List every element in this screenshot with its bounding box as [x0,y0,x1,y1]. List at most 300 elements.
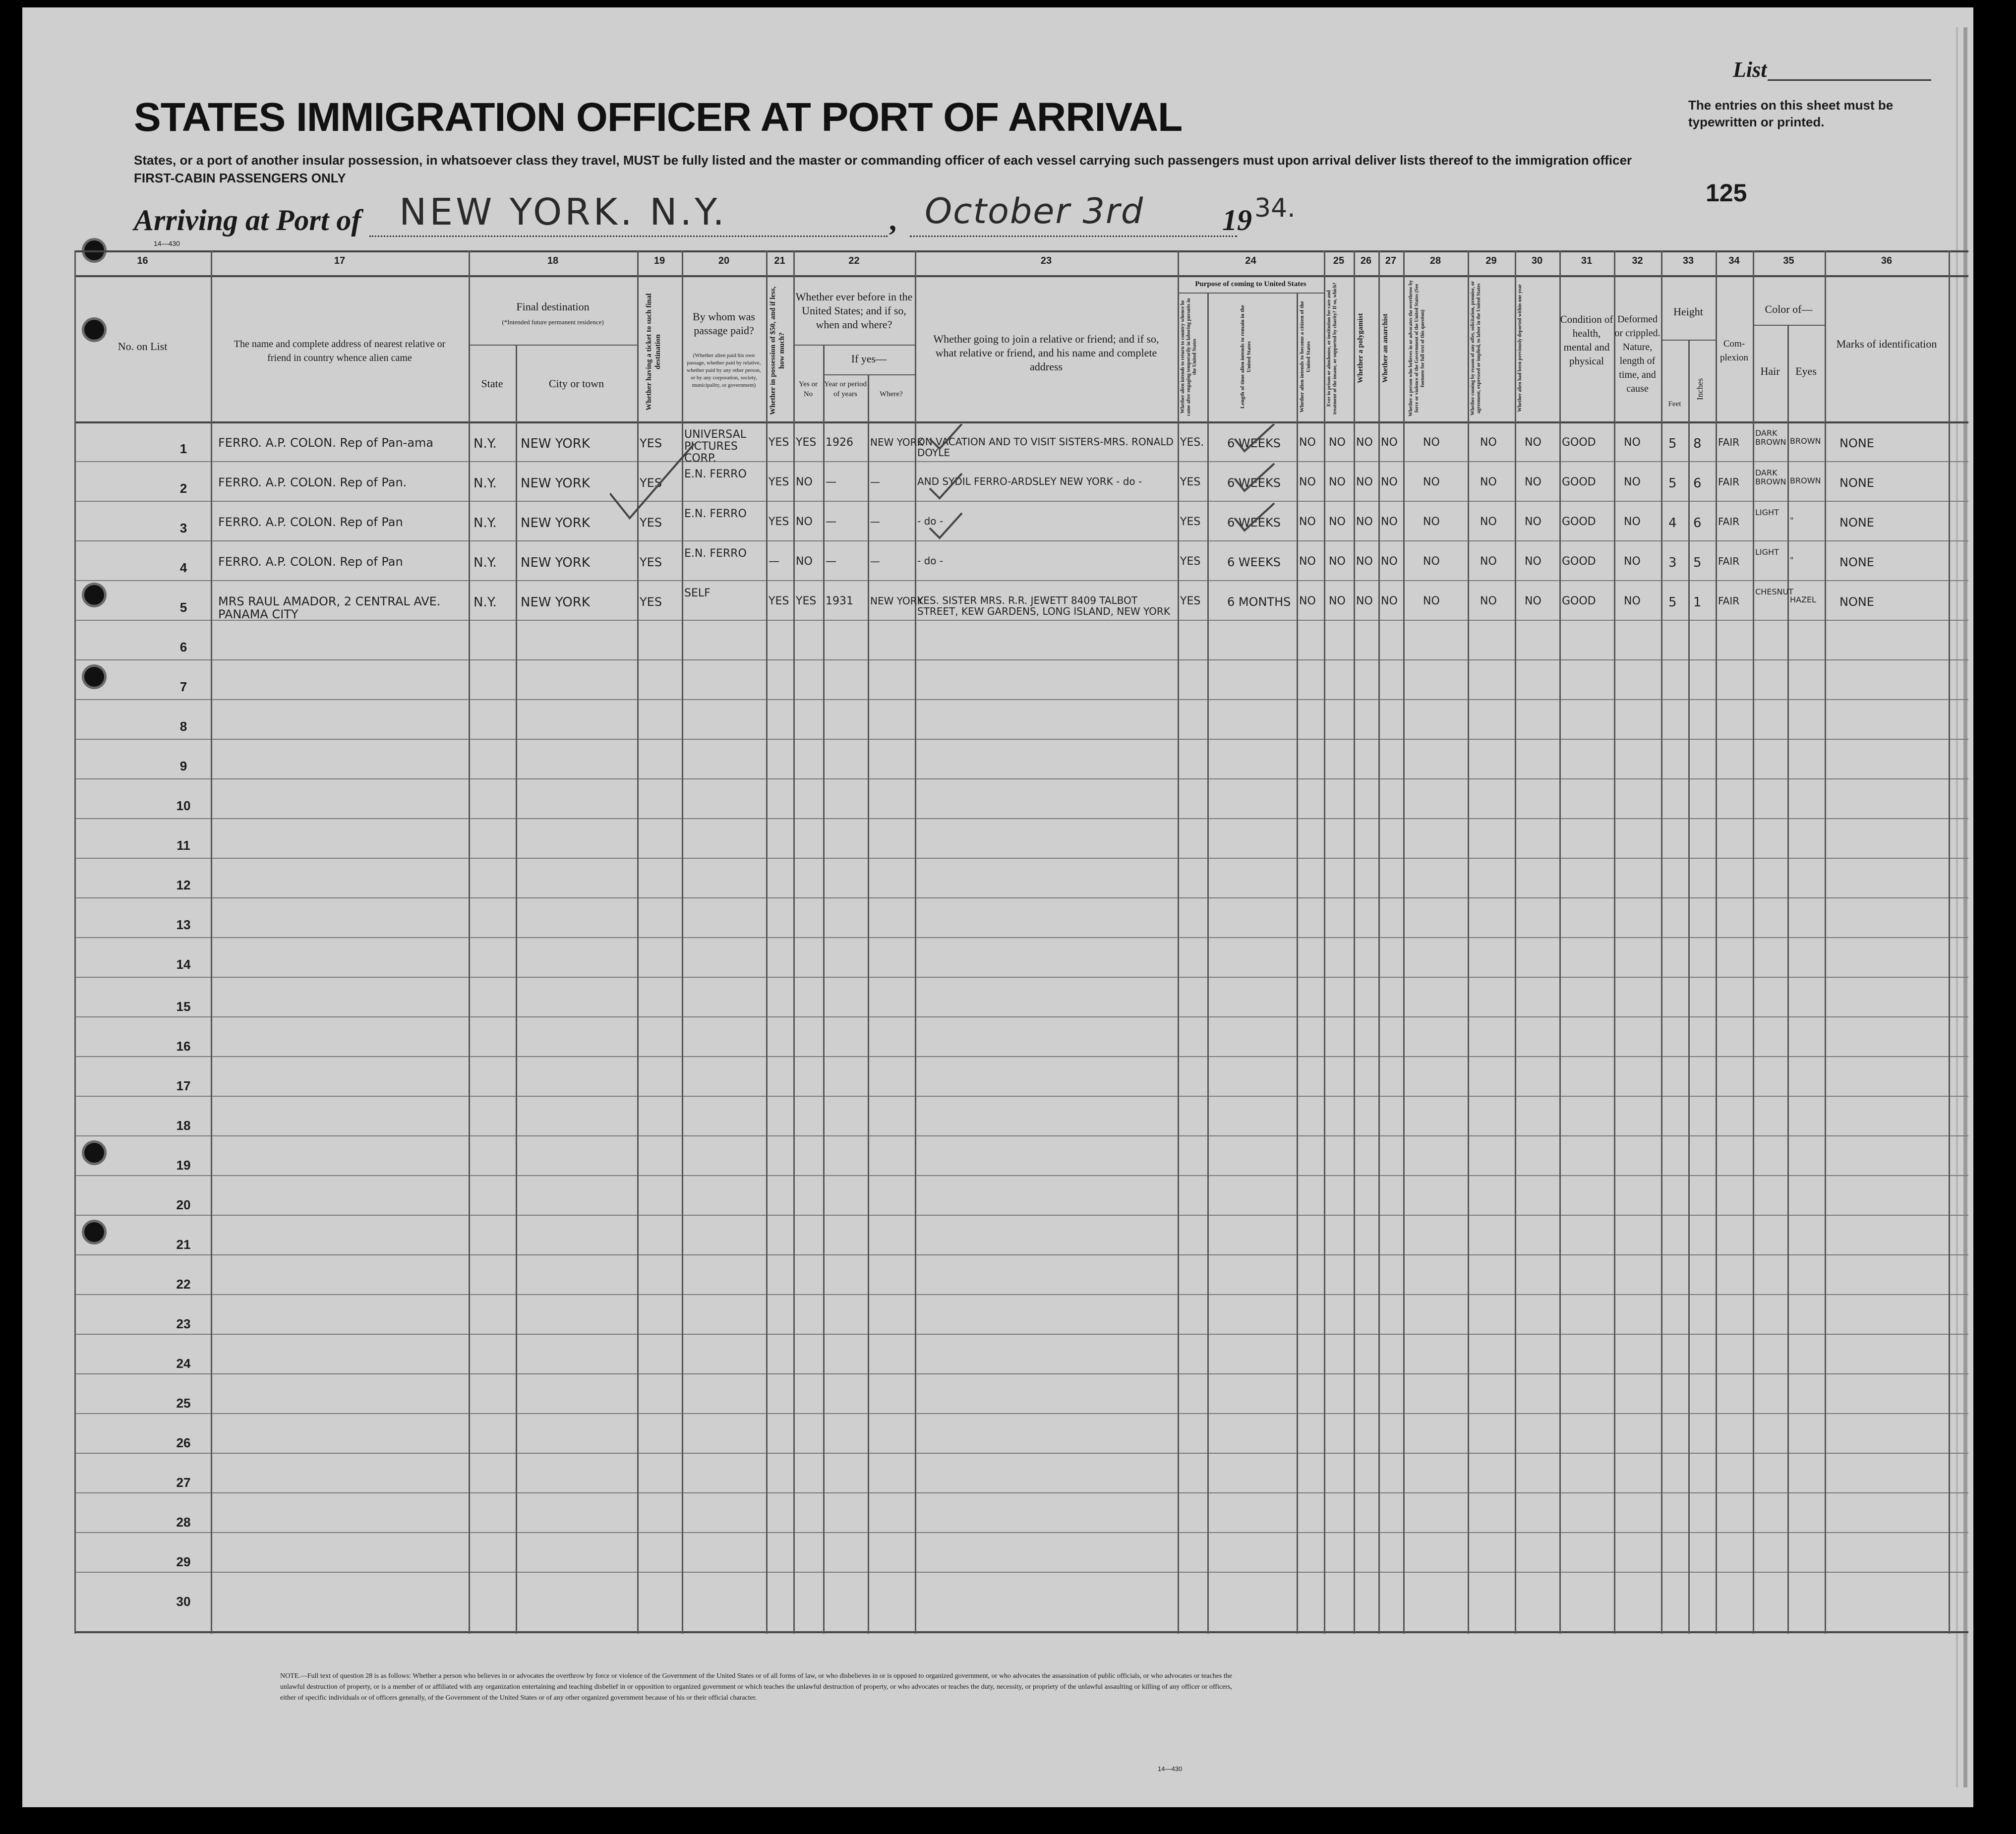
cell-deformed: NO [1624,516,1641,528]
row-number: 1 [179,441,187,456]
cell-paid: UNIVERSAL PICTURES CORP. [684,428,746,465]
row-rule [74,778,1968,779]
column-number: 36 [1881,255,1893,266]
header-ticket: Whether having a ticket to such final destination [645,293,662,411]
header-deported: Whether alien had been previously deported within one year [1517,284,1523,413]
cell-purpose: YES [1180,476,1201,488]
cell-before: YES [796,595,817,607]
cell-hair: LIGHT [1755,508,1779,517]
row-rule [74,1294,1968,1295]
cell-before: NO [796,516,813,528]
header-where: Where? [880,390,903,398]
row-rule [74,699,1968,700]
cell-deported: NO [1525,436,1542,449]
cell-relative: MRS RAUL AMADOR, 2 CENTRAL AVE. PANAMA CITY [218,594,441,621]
subheader-rule [793,345,915,346]
cell-year: 1926 [826,436,853,449]
cell-purpose: YES. [1180,436,1204,449]
cell-anarchist: NO [1381,516,1398,528]
cell-polygamist: NO [1356,595,1373,607]
cell-overthrow: NO [1423,436,1440,449]
header-color-of: Color of— [1765,303,1813,315]
cell-join: AND SYDIL FERRO-ARDSLEY NEW YORK - do - [917,475,1142,487]
cell-hair: DARK BROWN [1755,428,1786,447]
col-line [1354,250,1355,1634]
cell-before: YES [796,436,817,449]
row-number: 5 [179,600,187,615]
cell-where: — [870,476,880,488]
row-number: 19 [176,1158,191,1173]
row-number: 27 [176,1475,191,1490]
date-value: October 3rd [925,191,1144,232]
cell-paid: E.N. FERRO [684,468,747,480]
cell-overthrow: NO [1423,555,1440,568]
row-number: 17 [176,1078,191,1093]
cell-length: 6 WEEKS [1227,555,1281,569]
cell-deformed: NO [1624,436,1641,449]
column-number: 19 [653,255,665,266]
header-yes-or-no: Yes or No [798,380,818,398]
cell-ticket: YES [640,516,662,530]
list-line [1768,79,1931,81]
cell-state: N.Y. [474,595,497,610]
header-purpose-c: Whether alien intends to become a citizen of the United States [1299,301,1311,413]
header-health: Condition of health, mental and physical [1560,313,1613,367]
cell-eyes: BROWN [1790,476,1821,485]
cell-prison: NO [1329,595,1346,607]
cell-hair: DARK BROWN [1755,468,1786,486]
header-city: City or town [548,377,604,390]
cell-paid: E.N. FERRO [684,547,747,560]
row-rule [74,1056,1968,1057]
header-bottom-rule [74,421,1968,423]
col-line [793,250,795,1634]
col-line [1403,250,1405,1634]
cell-eyes: HAZEL [1790,595,1816,604]
page-title: STATES IMMIGRATION OFFICER AT PORT OF ARRIVAL [134,95,1183,140]
cell-eyes: " [1790,516,1794,525]
cell-join: ON VACATION AND TO VISIT SISTERS-MRS. RONALD DOYLE [917,436,1174,459]
subheader-rule [469,345,637,346]
header-possession-50: Whether in possession of $50, and if less, how much? [769,286,786,415]
column-number-rule [74,275,1968,277]
cell-relative: FERRO. A.P. COLON. Rep of Pan-ama [218,436,434,450]
cell-anarchist: NO [1381,595,1398,607]
column-number: 31 [1581,255,1593,266]
cell-feet: 3 [1668,555,1677,570]
cell-eyes: BROWN [1790,436,1821,446]
row-rule [74,818,1968,819]
row-rule [74,937,1968,938]
cell-health: GOOD [1562,555,1596,568]
header-nearest-relative: The name and complete address of nearest relative or friend in country whence alien came [234,339,446,363]
row-rule [74,739,1968,740]
cell-inches: 6 [1693,516,1702,531]
cell-contract: NO [1480,516,1497,528]
row-number: 11 [177,838,190,853]
cell-relative: FERRO. A.P. COLON. Rep of Pan [218,555,403,569]
cell-ticket: YES [640,476,662,490]
row-rule [74,1096,1968,1097]
column-number: 22 [848,255,860,266]
cell-join: YES. SISTER MRS. R.R. JEWETT 8409 TALBOT STREET, KEW GARDENS, LONG ISLAND, NEW YORK [917,594,1170,617]
cell-state: N.Y. [474,555,497,570]
row-rule [74,580,1968,581]
cell-fifty: YES [769,436,789,449]
cell-citizen: NO [1299,476,1316,488]
subheader-rule [1753,325,1825,326]
cell-eyes: " [1790,555,1794,565]
col-line [1753,250,1754,1634]
cell-ticket: YES [640,555,662,569]
header-join-relative: Whether going to join a relative or friend; and if so, what relative or friend, and his name and complete address [933,333,1159,373]
cell-contract: NO [1480,595,1497,607]
cell-health: GOOD [1562,595,1596,607]
column-number: 28 [1429,255,1441,266]
col-line [1559,250,1561,1634]
col-line [211,250,212,1634]
form-number: 14—430 [154,239,180,247]
cell-marks: NONE [1839,436,1874,450]
cell-complexion: FAIR [1718,476,1740,488]
row-rule [74,1413,1968,1414]
cell-length: 6 WEEKS [1227,436,1281,450]
col-line [1688,340,1690,1634]
cell-health: GOOD [1562,516,1596,528]
row-number: 15 [176,999,191,1014]
col-line [1661,250,1662,1634]
check-mark [1235,503,1274,531]
check-marks-join [927,424,972,553]
cell-marks: NONE [1839,595,1874,609]
header-height: Height [1673,305,1703,318]
cell-overthrow: NO [1423,595,1440,607]
row-number: 24 [176,1356,191,1371]
row-rule [74,1334,1968,1335]
subheader-rule [1661,340,1716,341]
cell-where: — [870,555,880,567]
col-line [1787,325,1789,1634]
cell-citizen: NO [1299,516,1316,528]
cell-fifty: YES [769,476,789,488]
column-number: 27 [1385,255,1397,266]
cell-ticket: YES [640,595,662,609]
cell-relative: FERRO. A.P. COLON. Rep of Pan [218,515,403,529]
cell-fifty: YES [769,595,789,607]
cell-anarchist: NO [1381,555,1398,568]
header-passage-paid-note: (Whether alien paid his own passage, whether paid by relative, whether paid by any other person, or by any corporation, society, municipality, or government) [687,353,761,388]
col-line [868,374,869,1634]
header-final-destination-note: (*Intended future permanent residence) [502,318,604,326]
port-line [369,236,888,237]
col-line [74,250,76,1634]
cell-where: — [870,516,880,528]
check-mark [1235,464,1274,491]
subheader-rule [1178,293,1324,294]
cell-feet: 5 [1668,595,1677,610]
col-line [516,345,517,1634]
cell-prison: NO [1329,516,1346,528]
cell-deported: NO [1525,555,1542,568]
header-purpose-a: Whether alien intends to return to country whence he came after engaging temporarily in laboring pursuits in the United States [1180,298,1197,416]
header-final-destination: Final destination [516,300,590,313]
cell-deported: NO [1525,516,1542,528]
cell-feet: 5 [1668,476,1677,491]
check-mark [930,424,962,449]
col-line [1378,250,1380,1634]
cell-purpose: YES [1180,595,1201,607]
subtitle-line-1: States, or a port of another insular possession, in whatsoever class they travel, MUST be fully listed and the master or commanding officer of each vessel carrying such passengers must upon arrival deliver lists thereof to the immigration officer [134,153,1632,168]
date-line [910,236,1237,237]
column-number: 24 [1245,255,1256,266]
cell-deported: NO [1525,476,1542,488]
row-number: 18 [176,1118,191,1133]
instructions: The entries on this sheet must be typewritten or printed. [1688,98,1894,129]
column-number: 35 [1783,255,1794,266]
check-marks-purpose [1230,424,1289,558]
arriving-label: Arriving at Port of [134,204,361,237]
row-number: 23 [176,1316,191,1331]
cell-citizen: NO [1299,436,1316,449]
col-line [1515,250,1516,1634]
row-number: 7 [179,679,187,694]
column-number: 18 [547,255,559,266]
col-line [915,250,916,1634]
column-number: 21 [774,255,785,266]
column-number: 20 [718,255,730,266]
row-number: 12 [176,878,191,892]
page-number: 125 [1706,179,1747,207]
cell-paid: SELF [684,587,711,599]
row-number: 29 [176,1554,191,1569]
cell-marks: NONE [1839,516,1874,530]
cell-state: N.Y. [474,516,497,531]
row-rule [74,1215,1968,1216]
header-before-in-us: Whether ever before in the United States; and if so, when and where? [795,291,913,331]
cell-year: — [826,476,836,488]
row-rule [74,1135,1968,1136]
cell-deformed: NO [1624,595,1641,607]
cell-inches: 5 [1693,555,1702,570]
column-number: 16 [137,255,148,266]
row-rule [74,501,1968,502]
port-value: NEW YORK. N.Y. [399,191,727,234]
row-rule [74,1254,1968,1255]
row-rule [74,1453,1968,1454]
cell-fifty: YES [769,516,789,528]
header-hair: Hair [1760,365,1780,377]
row-rule [74,1016,1968,1017]
header-inches: Inches [1695,378,1705,401]
cell-contract: NO [1480,555,1497,568]
row-rule [74,1532,1968,1533]
cell-contract: NO [1480,436,1497,449]
row-number: 22 [176,1277,191,1292]
cell-complexion: FAIR [1718,595,1740,607]
header-contract: Whether coming by reason of any offer, solicitation, promise, or agreement, expressed or implied, to labor in the United States [1470,281,1482,416]
header-feet: Feet [1668,400,1681,408]
check-mark [1235,424,1274,451]
row-rule [74,461,1968,462]
cell-join: - do - [917,555,944,567]
cell-prison: NO [1329,476,1346,488]
header-purpose-b: Length of time alien intends to remain in the United States [1240,305,1252,409]
cell-feet: 4 [1668,516,1677,531]
year-prefix: 19 [1222,204,1252,237]
cell-deformed: NO [1624,555,1641,568]
footnote: NOTE.—Full text of question 28 is as follows: Whether a person who believes in or advocates the overthrow by force or violence of the Government of the United States or of all forms of law, or who disbelieves in or is opposed to organized government, or who advocates the assassination of public officials, or who advocates or teaches the unlawful destruction of property, or is a member of or affiliated with any organization entertaining and teaching disbelief in or opposition to organized government or which teaches the unlawful destruction of property, or who advocates or teaches the duty, necessity, or propriety of the unlawful assaulting or killing of any officer or officers, either of specific individuals or of officers generally, of the Government of the United States or of any other organized government because of his or their official character. [280,1672,1232,1702]
cell-where: NEW YORK [870,595,924,607]
row-number: 26 [176,1435,191,1450]
row-rule [74,659,1968,660]
cell-length: 6 WEEKS [1227,516,1281,530]
header-eyes: Eyes [1795,365,1817,377]
row-number: 9 [179,759,187,773]
cell-feet: 5 [1668,436,1677,451]
cell-marks: NONE [1839,476,1874,490]
cell-city: NEW YORK [521,436,590,451]
cell-city: NEW YORK [521,476,590,491]
cell-health: GOOD [1562,436,1596,449]
row-rule [74,977,1968,978]
cell-state: N.Y. [474,436,497,451]
header-anarchist: Whether an anarchist [1381,313,1389,383]
col-line [1207,293,1209,1634]
header-state: State [481,377,503,390]
check-mark [610,444,694,518]
col-line [1716,250,1717,1634]
header-passage-paid: By whom was passage paid? [693,310,755,337]
row-rule [74,1492,1968,1493]
header-polygamist: Whether a polygamist [1357,313,1364,384]
row-rule [74,897,1968,898]
row-rule [74,1373,1968,1374]
check-mark [930,473,962,498]
column-number: 32 [1632,255,1643,266]
row-number: 25 [176,1396,191,1411]
column-number: 34 [1728,255,1740,266]
subheader-rule [823,374,915,375]
cell-city: NEW YORK [521,595,590,610]
row-number: 14 [176,957,191,972]
row-number: 16 [176,1039,191,1054]
col-line [1468,250,1469,1634]
col-line [1297,293,1298,1634]
year-suffix: 34. [1254,193,1296,223]
cell-anarchist: NO [1381,476,1398,488]
cell-purpose: YES [1180,516,1201,528]
cell-where: NEW YORK [870,436,924,448]
header-marks: Marks of identification [1836,338,1937,350]
check-mark [930,513,962,538]
header-if-yes: If yes— [851,353,887,365]
column-number: 17 [334,255,346,266]
cell-before: NO [796,555,813,568]
column-number: 23 [1040,255,1052,266]
column-number: 25 [1333,255,1345,266]
cell-polygamist: NO [1356,476,1373,488]
cell-paid: E.N. FERRO [684,508,747,520]
col-line [1825,250,1826,1634]
row-number: 8 [179,719,187,734]
manifest-table [74,250,1968,1634]
row-number: 10 [176,798,191,813]
cell-year: — [826,555,836,568]
row-number: 6 [179,640,187,654]
col-line [823,345,825,1634]
cell-overthrow: NO [1423,516,1440,528]
cell-complexion: FAIR [1718,555,1740,567]
cell-fifty: — [769,555,779,568]
manifest-sheet [22,7,1973,1807]
cell-marks: NONE [1839,555,1874,569]
cell-anarchist: NO [1381,436,1398,449]
cell-purpose: YES [1180,555,1201,568]
cell-year: — [826,516,836,528]
row-number: 20 [176,1197,191,1212]
cell-citizen: NO [1299,555,1316,568]
header-complexion: Com-plexion [1720,339,1748,363]
cell-city: NEW YORK [521,516,590,531]
header-prison: Ever in prison or almshouse, or institution for care and treatment of the insane, or supported by charity? If so, which? [1326,282,1338,414]
cell-polygamist: NO [1356,436,1373,449]
cell-inches: 6 [1693,476,1702,491]
cell-complexion: FAIR [1718,436,1740,448]
col-line [1178,250,1179,1634]
cell-hair: LIGHT [1755,547,1779,557]
col-line [1949,250,1950,1634]
cell-inches: 1 [1693,595,1702,610]
column-number: 30 [1531,255,1543,266]
cell-contract: NO [1480,476,1497,488]
cell-ticket: YES [640,436,662,450]
col-line [469,250,470,1634]
subtitle-line-2: FIRST-CABIN PASSENGERS ONLY [134,171,346,185]
cell-prison: NO [1329,555,1346,568]
column-number: 33 [1682,255,1694,266]
subtitle [134,151,1671,187]
col-line [766,250,768,1634]
cell-polygamist: NO [1356,516,1373,528]
list-label: List [1733,58,1767,82]
cell-inches: 8 [1693,436,1702,451]
row-number: 30 [176,1594,191,1609]
cell-city: NEW YORK [521,555,590,570]
cell-deformed: NO [1624,476,1641,488]
row-number: 13 [176,917,191,932]
row-rule [74,1175,1968,1176]
header-year-period: Year or period of years [824,380,867,398]
row-number: 2 [179,481,187,496]
table-bottom-rule [74,1631,1968,1633]
footnote-form-number: 14—430 [1158,1765,1183,1773]
cell-citizen: NO [1299,595,1316,607]
header-no-on-list: No. on List [118,340,168,353]
row-number: 28 [176,1515,191,1530]
header-purpose: Purpose of coming to United States [1195,280,1306,288]
cell-relative: FERRO. A.P. COLON. Rep of Pan. [218,475,407,489]
column-number: 26 [1360,255,1372,266]
cell-length: 6 MONTHS [1227,595,1291,609]
cell-state: N.Y. [474,476,497,491]
cell-deported: NO [1525,595,1542,607]
comma: , [889,204,896,237]
cell-length: 6 WEEKS [1227,476,1281,490]
col-line [1324,250,1325,1634]
col-line [1614,250,1615,1634]
column-number: 29 [1485,255,1497,266]
cell-health: GOOD [1562,476,1596,488]
